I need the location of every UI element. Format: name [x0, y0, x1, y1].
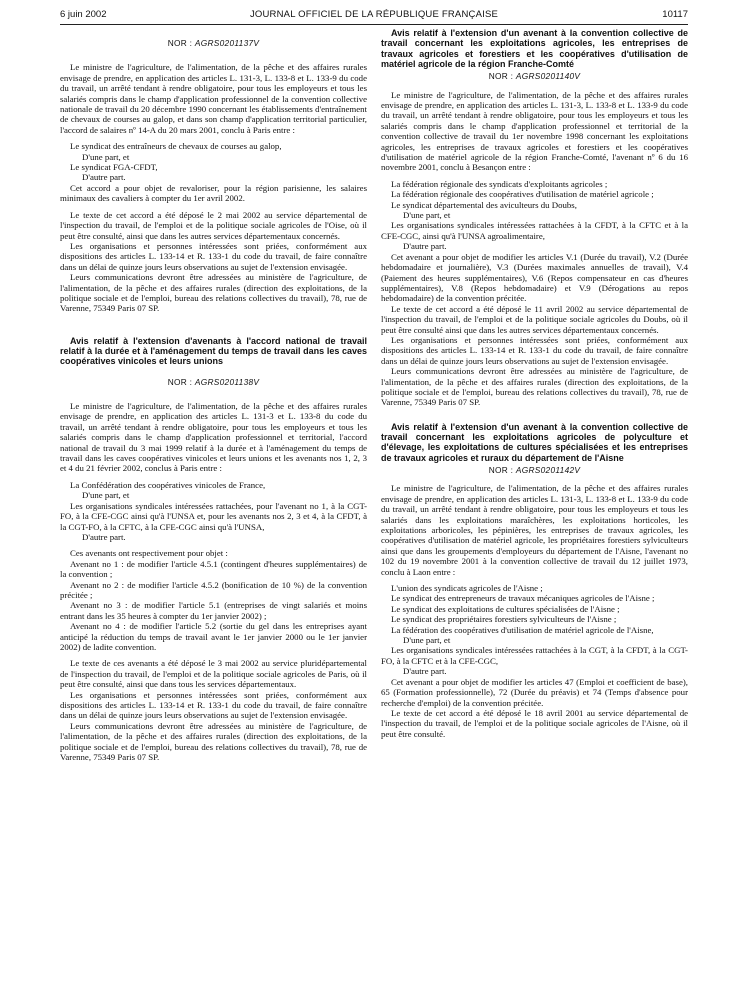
paragraph: Les organisations et personnes intéressées sont priées, conformément aux dispositions des articles L. 133-14 et R. 133-1 du code du travail, de faire connaître dans un délai de quinze jours leurs observations au sujet de l'extension envisagée. — [60, 240, 367, 272]
nor-prefix: NOR : — [488, 464, 514, 475]
paragraph: La fédération régionale des syndicats d'exploitants agricoles ; — [391, 178, 608, 189]
paragraph: D'autre part. — [82, 531, 126, 542]
paragraph: La fédération des coopératives d'utilisation de matériel agricole de l'Aisne, — [391, 624, 654, 635]
nor-code: AGRS0201140V — [515, 71, 581, 82]
notice-4 — [381, 422, 688, 739]
nor-code: AGRS0201142V — [515, 464, 581, 475]
nor-reference — [381, 465, 688, 475]
nor-prefix: NOR : — [167, 376, 193, 387]
paragraph: Le syndicat départemental des aviculteurs du Doubs, — [391, 199, 577, 210]
paragraph: Le syndicat des propriétaires forestiers sylviculteurs de l'Aisne ; — [391, 614, 617, 625]
nor-code: AGRS0201137V — [194, 38, 260, 48]
paragraph: Avenant no 1 : de modifier l'article 4.5.1 (contingent d'heures supplémentaires) de la convention ; — [60, 558, 367, 580]
right-column — [381, 28, 688, 739]
paragraph: L'union des syndicats agricoles de l'Aisne ; — [391, 583, 543, 594]
paragraph: Avenant no 4 : de modifier l'article 5.2 (sortie du gel dans les entreprises ayant anticipé la réduction du temps de travail avant le 1er janvier 2000 ou le 1er janvier 2002) de ladite convention. — [60, 621, 367, 652]
nor-reference — [60, 38, 367, 48]
paragraph: D'autre part. — [82, 172, 126, 183]
paragraph: Cet avenant a pour objet de modifier les articles 47 (Emploi et coefficient de base), 65 (Formation professionnelle), 72 (Durée du préavis) et 74 (Temps d'absence pour recherche d'emploi) de la convention précitée. — [381, 676, 688, 708]
paragraph: Le ministre de l'agriculture, de l'alimentation, de la pêche et des affaires rurales envisage de prendre, en application des articles L. 131-3, L. 133-8 et L. 133-9 du code du travail, un arrêté tendant à rendre obligatoire, pour tous les employeurs et tous les salariés compris dans le champ d'application professionnel et territorial de la convention collective de travail du 1er novembre 1998 concernant les exploitations agricoles, les entreprises de travaux agricoles et forestiers et les coopératives d'utilisation de matériel agricole de la région Franche-Comté, l'avenant nº 6 du 16 novembre 2001, conclu à Besançon entre : — [381, 89, 688, 173]
paragraph: Leurs communications devront être adressées au ministère de l'agriculture, de l'alimentation, de la pêche et des affaires rurales (direction des exploitations, de la politique sociale et de l'emploi, bureau des relations collectives du travail), 78, rue de Varenne, 75349 Paris 07 SP. — [60, 720, 367, 763]
paragraph: Avenant no 3 : de modifier l'article 5.1 (entreprises de vingt salariés et moins entrant dans les 35 heures à compter du 1er janvier 2002) ; — [60, 600, 367, 621]
header-page-number: 10117 — [662, 9, 688, 20]
paragraph: Cet avenant a pour objet de modifier les articles V.1 (Durée du travail), V.2 (Durée hebdomadaire et journalière), V.3 (Durées maximales annuelles de travail), V.4 (Paiement des heures supplémentaires), V.6 (Repos compensateur en cas d'heures supplémentaires), V.8 (Repos hebdomadaire) et V.9 (Dérogations au repos hebdomadaire) de la convention précitée. — [381, 251, 688, 304]
paragraph: Les organisations et personnes intéressées sont priées, conformément aux dispositions des articles L. 133-14 et R. 133-1 du code du travail, de faire connaître dans un délai de quinze jours leurs observations au sujet de l'extension envisagée. — [60, 689, 367, 721]
paragraph: Avenant no 2 : de modifier l'article 4.5.2 (bonification de 10 %) de la convention précitée ; — [60, 579, 367, 600]
nor-code: AGRS0201138V — [194, 376, 260, 387]
paragraph: Leurs communications devront être adressées au ministère de l'agriculture, de l'alimentation, de la pêche et des affaires rurales (direction des exploitations, de la politique sociale et de l'emploi, bureau des relations collectives du travail), 78, rue de Varenne, 75349 Paris 07 SP. — [381, 366, 688, 408]
header-rule — [60, 24, 688, 25]
paragraph: La fédération régionale des coopératives d'utilisation de matériel agricole ; — [391, 189, 654, 200]
paragraph: D'une part, et — [82, 490, 130, 501]
spacer — [60, 314, 367, 336]
paragraph: Le syndicat des entrepreneurs de travaux mécaniques agricoles de l'Aisne ; — [391, 593, 655, 604]
header-date: 6 juin 2002 — [60, 9, 107, 20]
paragraph: Les organisations syndicales intéressées rattachées à la CGT, à la CFDT, à la CGT-FO, à la CFTC et à la CFE-CGC, — [381, 645, 688, 666]
paragraph: Le syndicat des entraîneurs de chevaux de courses au galop, — [70, 141, 282, 152]
nor-reference — [60, 377, 367, 387]
paragraph: D'une part, et — [403, 210, 451, 221]
notice-title: Avis relatif à l'extension d'un avenant à la convention collective de travail concernant les exploitations agricoles, les entreprises de travaux agricoles et forestiers et les coopératives d'utilisation de matériel agricole de la région Franche-Comté — [381, 28, 688, 69]
paragraph: Le texte de cet accord a été déposé le 2 mai 2002 au service départemental de l'inspection du travail, de l'emploi et de la politique sociale agricoles de l'Oise, où il peut être consulté, ainsi que dans les autres services départementaux concernés. — [60, 209, 367, 241]
paragraph: D'autre part. — [403, 666, 447, 677]
nor-prefix: NOR : — [488, 71, 514, 82]
paragraph: Le texte de ces avenants a été déposé le 3 mai 2002 au service pluridépartemental de l'inspection du travail, de l'emploi et de la politique sociale agricoles de Paris, où il peut être consulté, ainsi que dans tous les services départementaux. — [60, 658, 367, 690]
paragraph: Les organisations syndicales intéressées rattachées, pour l'avenant no 1, à la CGT-FO, à la CFE-CGC ainsi qu'à l'UNSA et, pour les avenants nos 2, 3 et 4, à la CFDT, à la CGT-FO, à la CFTC, à la CFE-CGC ainsi qu'à l'UNSA, — [60, 500, 367, 532]
paragraph: Ces avenants ont respectivement pour objet : — [70, 548, 228, 559]
paragraph: Le texte de cet accord a été déposé le 18 avril 2001 au service départemental de l'inspection du travail, de l'emploi et de la politique sociale agricoles de l'Aisne, où il peut être consulté. — [381, 707, 688, 739]
paragraph: Le syndicat des exploitations de cultures spécialisées de l'Aisne ; — [391, 603, 620, 614]
paragraph: D'une part, et — [82, 151, 130, 162]
paragraph: D'une part, et — [403, 635, 451, 646]
paragraph: Le texte de cet accord a été déposé le 11 avril 2002 au service départemental de l'inspection du travail, de l'emploi et de la politique sociale agricoles du Doubs, où il peut être consulté ainsi que dans les autres services départementaux concernés. — [381, 303, 688, 335]
notice-1 — [60, 38, 367, 314]
notice-2 — [60, 336, 367, 763]
paragraph: Le syndicat FGA-CFDT, — [70, 162, 158, 173]
header-journal-title: JOURNAL OFFICIEL DE LA RÉPUBLIQUE FRANÇAISE — [249, 9, 499, 20]
paragraph: Les organisations et personnes intéressées sont priées, conformément aux dispositions des articles L. 133-14 et R. 133-1 du code du travail, de faire connaître dans un délai de quinze jours leurs observations au sujet de l'extension envisagée. — [381, 334, 688, 366]
nor-reference — [381, 71, 688, 81]
nor-prefix: NOR : — [167, 38, 193, 48]
notice-title: Avis relatif à l'extension d'un avenant à la convention collective de travail concernant les exploitations agricoles de polyculture et d'élevage, les exploitations de cultures spécialisées et les entreprises de travaux agricoles et ruraux du département de l'Aisne — [381, 421, 688, 463]
paragraph: D'autre part. — [403, 241, 447, 252]
notice-3 — [381, 28, 688, 408]
paragraph: Cet accord a pour objet de revaloriser, pour la région parisienne, les salaires minimaux des cavaliers à compter du 1er avril 2002. — [60, 182, 367, 204]
paragraph: Le ministre de l'agriculture, de l'alimentation, de la pêche et des affaires rurales envisage de prendre, en application des articles L. 131-3, L. 133-8 et L. 133-9 du code du travail, un arrêté tendant à rendre obligatoire, pour tous les employeurs et tous les salariés dans les exploitations maraîchères, les exploitations horticoles, les exploitations arboricoles, les pépinières, les entreprises de travaux agricoles, les coopératives d'utilisation de matériel agricole, les propriétaires forestiers sylviculteurs ainsi que dans les groupements d'employeurs du département de l'Aisne, l'avenant no 102 du 19 novembre 2001 à la convention collective de travail du 12 juillet 1973, conclu à Laon entre : — [381, 483, 688, 577]
page-header — [60, 9, 688, 23]
paragraph: Le ministre de l'agriculture, de l'alimentation, de la pêche et des affaires rurales envisage de prendre, en application des articles L. 131-3 et L. 133-8 du code du travail, un arrêté tendant à rendre obligatoire, pour tous les employeurs et tous les salariés compris dans le champ d'application professionnel et territorial, l'accord national de travail du 3 mai 1999 relatif à la durée et à l'aménagement du temps de travail dans les caves coopératives vinicoles et leurs unions et les avenants nos 1, 2, 3 et 4 du 21 février 2002, conclus à Paris entre : — [60, 401, 367, 474]
left-column — [60, 28, 367, 762]
notice-title: Avis relatif à l'extension d'avenants à l'accord national de travail relatif à la durée et à l'aménagement du temps de travail dans les caves coopératives vinicoles et leurs unions — [60, 335, 367, 367]
paragraph: Le ministre de l'agriculture, de l'alimentation, de la pêche et des affaires rurales envisage de prendre, en application des articles L. 131-3, L. 133-8 et L. 133-9 du code du travail, un arrêté tendant à rendre obligatoire, pour tous les employeurs et tous les salariés compris dans le champ d'application professionnel de la convention collective nationale de travail du 20 décembre 1990 concernant les établissements d'entraînement de chevaux de courses au galop, et dans son champ d'application territorial particulier, l'accord de salaires nº 14-A du 20 mars 2001, conclu à Paris entre : — [60, 62, 367, 135]
paragraph: Les organisations syndicales intéressées rattachées à la CFDT, à la CFTC et à la CFE-CGC, ainsi qu'à l'UNSA agroalimentaire, — [381, 220, 688, 241]
paragraph: Leurs communications devront être adressées au ministère de l'agriculture, de l'alimentation, de la pêche et des affaires rurales (direction des exploitations, de la politique sociale et de l'emploi, bureau des relations collectives du travail), 78, rue de Varenne, 75349 Paris 07 SP. — [60, 272, 367, 314]
spacer — [381, 408, 688, 422]
paragraph: La Confédération des coopératives vinicoles de France, — [70, 479, 266, 490]
